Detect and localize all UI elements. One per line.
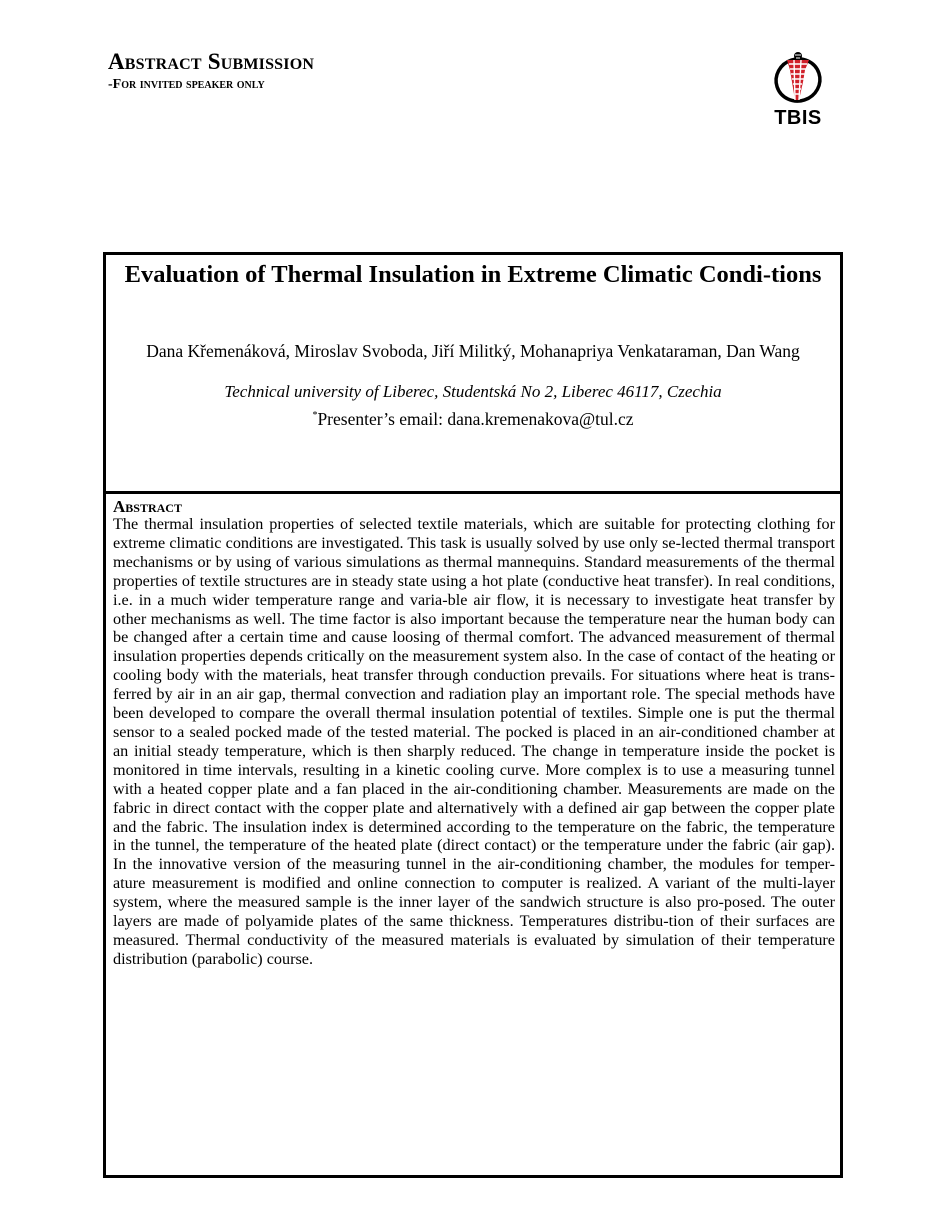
abstract-heading: Abstract xyxy=(113,497,182,516)
paper-title: Evaluation of Thermal Insulation in Extreme Climatic Condi-tions xyxy=(124,261,822,288)
presenter-email-line xyxy=(116,405,830,430)
logo-text: TBIS xyxy=(774,107,822,129)
tbis-globe-icon xyxy=(765,50,831,108)
header-subtitle: -For invited speaker only xyxy=(108,77,265,92)
paper-affiliation: Technical university of Liberec, Studentská No 2, Liberec 46117, Czechia xyxy=(224,382,722,401)
tbis-logo xyxy=(765,50,831,132)
paper-authors: Dana Křemenáková, Miroslav Svoboda, Jiří Militký, Mohanapriya Venkataraman, Dan Wang xyxy=(146,341,800,361)
presenter-email: dana.kremenakova@tul.cz xyxy=(447,409,634,429)
email-label: Presenter’s email: xyxy=(317,409,448,429)
header-title: Abstract Submission xyxy=(108,49,315,74)
abstract-box xyxy=(103,488,843,1178)
title-box xyxy=(103,252,843,494)
email-marker: * xyxy=(312,410,318,421)
abstract-text: The thermal insulation properties of selected textile materials, which are suitable for protecting clothing for extreme climatic conditions are investigated. This task is usually solved by use only se-lected thermal transport mechanisms or by using of various simulations as thermal mannequins. Standard measurements of the thermal properties of textile structures are in steady state using a hot plate (conductive heat transfer). In real conditions, i.e. in a much wider temperature range and varia-ble air flow, it is necessary to investigate heat transfer by other mechanisms as well. The time factor is also important because the temperature near the human body can be changed after a certain time and cause loosing of thermal comfort. The advanced measurement of thermal insulation properties depends critically on the measurement system also. In the case of contact of the heating or cooling body with the materials, heat transfer through conduction prevails. For situations where heat is trans-ferred by air in an air gap, thermal convection and radiation play an important role. The special methods have been developed to compare the overall thermal insulation potential of textiles. Simple one is put the thermal sensor to a sealed pocked made of the tested material. The pocked is placed in an air-conditioned chamber at an initial steady temperature, which is then sharply reduced. The change in temperature inside the pocket is monitored in time intervals, resulting in a kinetic cooling curve. More complex is to use a measuring tunnel with a heated copper plate and a fan placed in the air-conditioning chamber. Measurements are made on the fabric in direct contact with the copper plate and alternatively with a defined air gap between the copper plate and the fabric. The insulation index is determined according to the temperature on the fabric, the temperature in the tunnel, the temperature of the heated plate (direct contact) or the temperature under the fabric (air gap). In the innovative version of the measuring tunnel in the air-conditioning chamber, the modules for temper-ature measurement is modified and online connection to computer is realized. A variant of the multi-layer system, where the measured sample is the inner layer of the sandwich structure is also pro-posed. The outer layers are made of polyamide plates of the same thickness. Temperatures distribu-tion of their surfaces are measured. Thermal conductivity of the measured materials is evaluated by simulation of their temperature distribution (parabolic) course. xyxy=(113,515,835,968)
